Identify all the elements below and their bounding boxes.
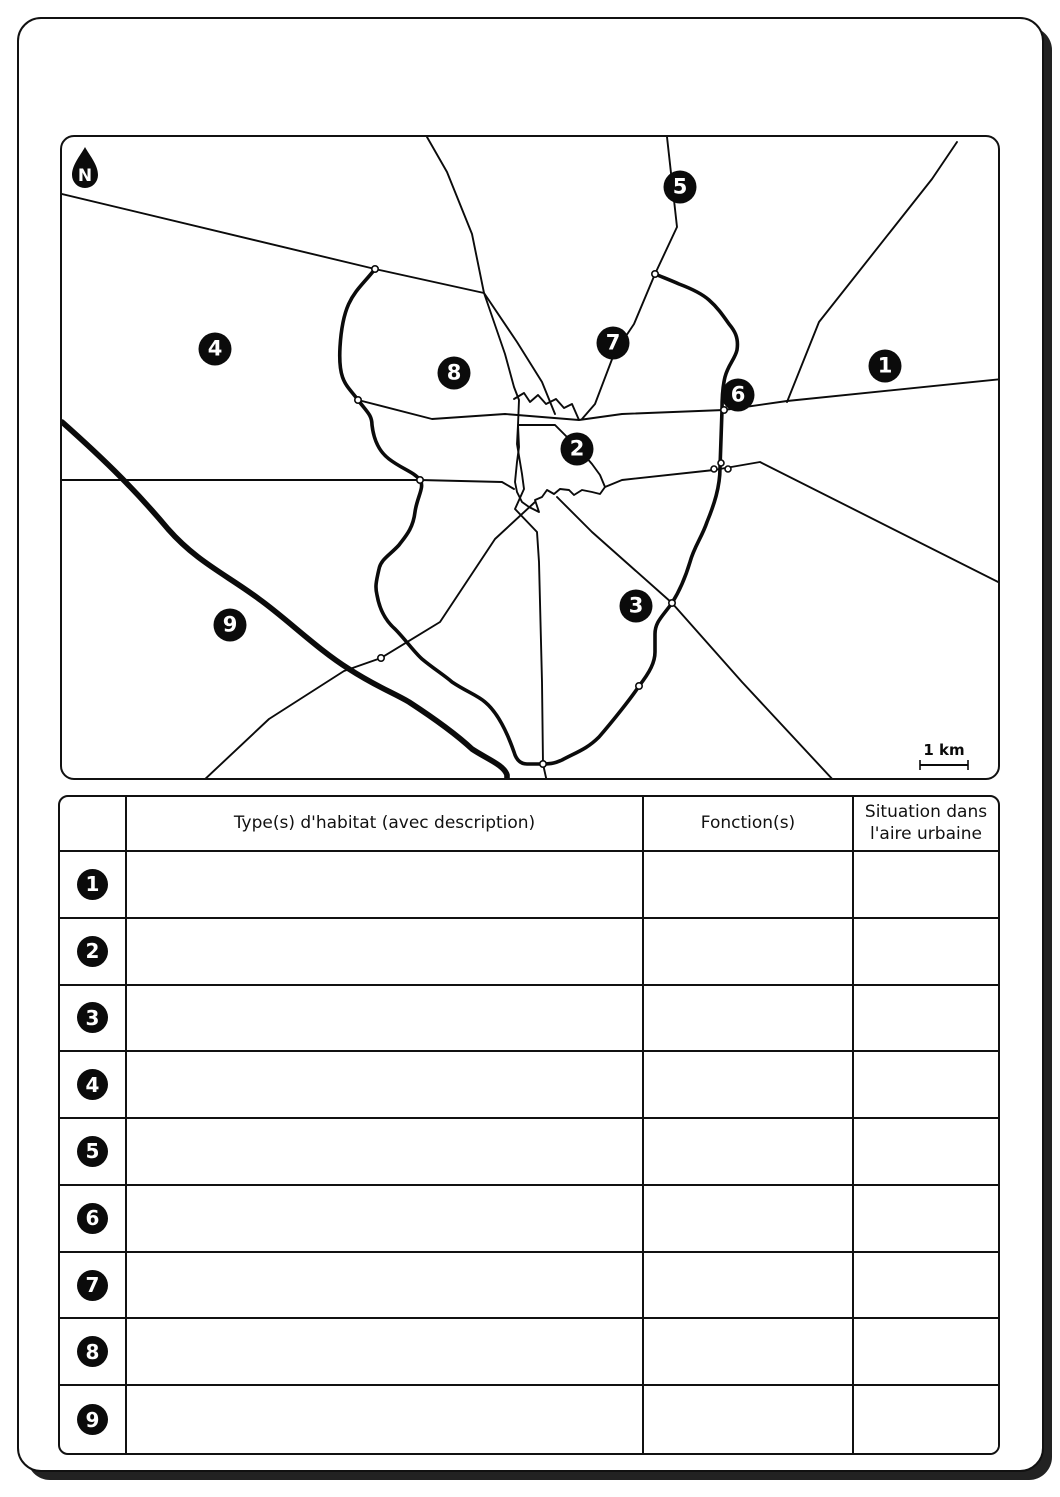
map-marker-8: 8	[438, 357, 471, 390]
row-number-cell	[60, 1253, 127, 1320]
answer-cell-habitat-5[interactable]	[127, 1119, 644, 1186]
answer-cell-fonction-8[interactable]	[644, 1319, 854, 1386]
map-marker-4: 4	[199, 333, 232, 366]
table-header-number	[60, 797, 127, 852]
map-marker-2: 2	[561, 433, 594, 466]
answer-cell-situation-3[interactable]	[854, 986, 998, 1053]
answer-cell-situation-8[interactable]	[854, 1319, 998, 1386]
answer-cell-fonction-1[interactable]	[644, 852, 854, 919]
row-number-badge-2: 2	[77, 936, 108, 967]
answer-cell-fonction-5[interactable]	[644, 1119, 854, 1186]
answer-cell-situation-7[interactable]	[854, 1253, 998, 1320]
table-header-habitat: Type(s) d'habitat (avec description)	[127, 797, 644, 852]
row-number-badge-9: 9	[77, 1404, 108, 1435]
answer-cell-fonction-4[interactable]	[644, 1052, 854, 1119]
row-number-cell	[60, 1319, 127, 1386]
road-southwest-radial	[202, 502, 535, 780]
row-number-badge-4: 4	[77, 1069, 108, 1100]
north-arrow-icon	[72, 147, 98, 188]
road-northwest-radial	[62, 194, 555, 414]
answers-table	[58, 795, 1000, 1455]
row-number-cell	[60, 1186, 127, 1253]
answer-cell-situation-9[interactable]	[854, 1386, 998, 1453]
map-marker-1: 1	[869, 350, 902, 383]
scale-bar	[920, 741, 968, 770]
answer-cell-situation-5[interactable]	[854, 1119, 998, 1186]
road-motorway	[62, 422, 507, 780]
answer-cell-fonction-2[interactable]	[644, 919, 854, 986]
road-east-radial	[605, 462, 1000, 584]
row-number-badge-8: 8	[77, 1336, 108, 1367]
row-number-cell	[60, 1386, 127, 1453]
scale-label: 1 km	[923, 741, 965, 759]
answer-cell-habitat-4[interactable]	[127, 1052, 644, 1119]
answer-cell-habitat-3[interactable]	[127, 986, 644, 1053]
answer-cell-fonction-6[interactable]	[644, 1186, 854, 1253]
row-number-badge-1: 1	[77, 869, 108, 900]
answer-cell-habitat-8[interactable]	[127, 1319, 644, 1386]
road-north-radial	[427, 137, 547, 780]
road-ring	[340, 269, 738, 764]
map-marker-6: 6	[722, 379, 755, 412]
map-marker-7: 7	[597, 327, 630, 360]
row-number-cell	[60, 852, 127, 919]
answer-cell-habitat-9[interactable]	[127, 1386, 644, 1453]
row-number-badge-6: 6	[77, 1203, 108, 1234]
map-marker-5: 5	[664, 171, 697, 204]
answer-cell-fonction-9[interactable]	[644, 1386, 854, 1453]
table-header-fonction: Fonction(s)	[644, 797, 854, 852]
row-number-cell	[60, 1119, 127, 1186]
answer-cell-fonction-7[interactable]	[644, 1253, 854, 1320]
answer-cell-habitat-2[interactable]	[127, 919, 644, 986]
row-number-cell	[60, 919, 127, 986]
answer-cell-situation-6[interactable]	[854, 1186, 998, 1253]
answer-cell-fonction-3[interactable]	[644, 986, 854, 1053]
row-number-badge-5: 5	[77, 1136, 108, 1167]
answer-cell-situation-2[interactable]	[854, 919, 998, 986]
row-number-badge-7: 7	[77, 1270, 108, 1301]
answer-cell-situation-1[interactable]	[854, 852, 998, 919]
map-marker-3: 3	[620, 590, 653, 623]
answer-cell-habitat-6[interactable]	[127, 1186, 644, 1253]
answer-cell-situation-4[interactable]	[854, 1052, 998, 1119]
row-number-badge-3: 3	[77, 1002, 108, 1033]
city-map-panel	[60, 135, 1000, 780]
table-header-situation: Situation dans l'aire urbaine	[854, 797, 998, 852]
map-marker-9: 9	[214, 609, 247, 642]
row-number-cell	[60, 1052, 127, 1119]
answer-cell-habitat-1[interactable]	[127, 852, 644, 919]
road-map	[62, 137, 1000, 780]
north-label: N	[77, 166, 93, 186]
row-number-cell	[60, 986, 127, 1053]
answer-cell-habitat-7[interactable]	[127, 1253, 644, 1320]
